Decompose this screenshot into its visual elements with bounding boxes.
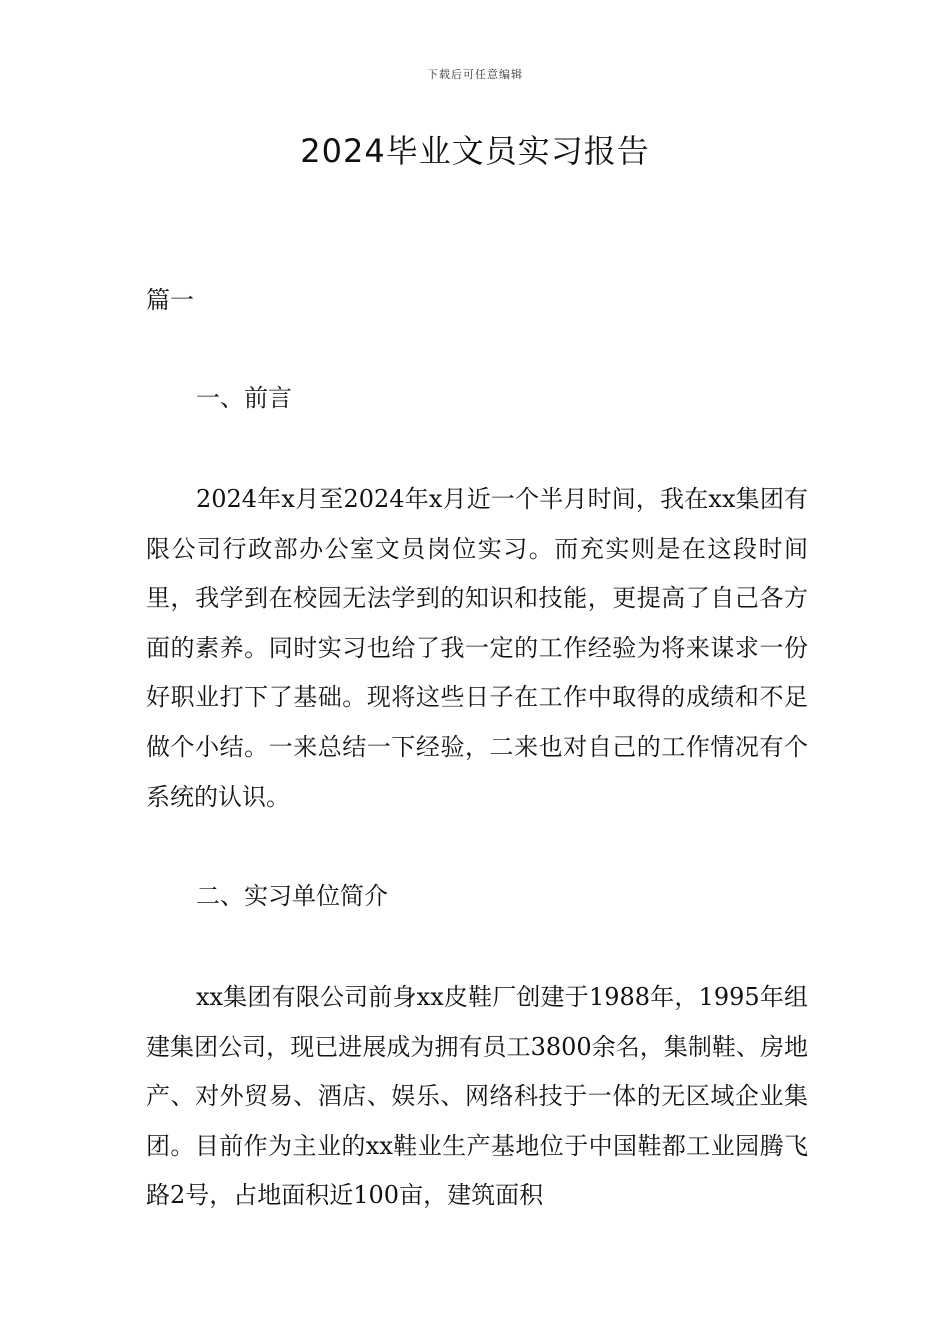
section-heading-preface: 一、前言	[196, 384, 292, 412]
part-label: 篇一	[146, 286, 194, 314]
document-title: 2024毕业文员实习报告	[300, 132, 650, 170]
paragraph-preface: 2024年x月至2024年x月近一个半月时间，我在xx集团有限公司行政部办公室文员岗位实习。而充实则是在这段时间里，我学到在校园无法学到的知识和技能，更提高了自己各方面的素养。同时实习也给了我一定的工作经验为将来谋求一份好职业打下了基础。现将这些日子在工作中取得的成绩和不足做个小结。一来总结一下经验，二来也对自己的工作情况有个系统的认识。	[146, 485, 808, 811]
paragraph-company-intro: xx集团有限公司前身xx皮鞋厂创建于1988年，1995年组建集团公司，现已进展成为拥有员工3800余名，集制鞋、房地产、对外贸易、酒店、娱乐、网络科技于一体的无区域企业集团。目前作为主业的xx鞋业生产基地位于中国鞋都工业园腾飞路2号，占地面积近100亩，建筑面积	[146, 983, 808, 1210]
header-note: 下载后可任意编辑	[427, 68, 523, 81]
section-heading-company-intro: 二、实习单位简介	[196, 882, 388, 910]
